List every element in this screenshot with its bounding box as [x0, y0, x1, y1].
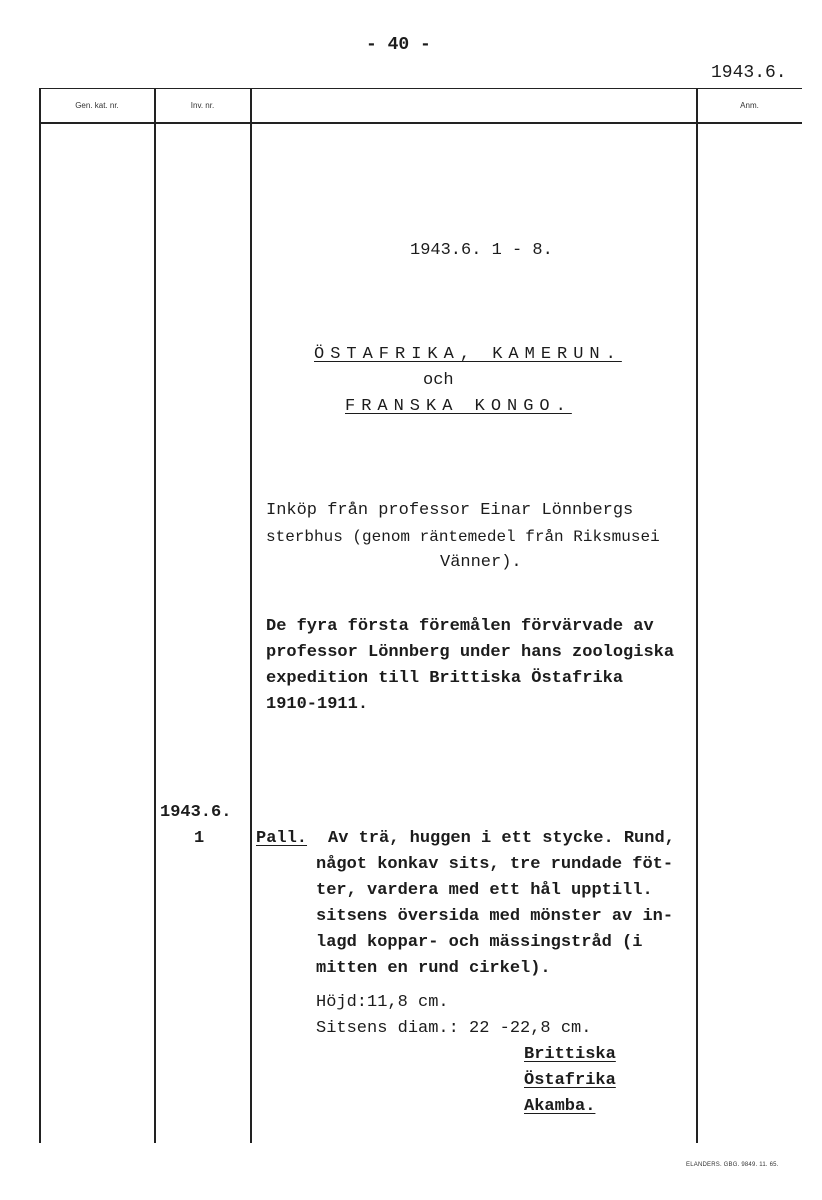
item-height: Höjd:11,8 cm.: [316, 993, 449, 1012]
header-anm: Anm.: [740, 101, 759, 110]
region-line-1: ÖSTAFRIKA, KAMERUN.: [314, 345, 622, 364]
region-conjunction: och: [423, 371, 454, 390]
column-rule-inv-main: [250, 88, 252, 1143]
corner-reference: 1943.6.: [711, 63, 787, 83]
item-name: Pall.: [256, 829, 308, 848]
item-description-line: något konkav sits, tre rundade föt-: [316, 855, 674, 874]
page-number: - 40 -: [366, 35, 431, 55]
item-inv-prefix: 1943.6.: [160, 803, 232, 822]
entry-number-range: 1943.6. 1 - 8.: [410, 241, 553, 260]
note-line: professor Lönnberg under hans zoologiska: [266, 643, 675, 662]
printer-mark: ELANDERS. GBG. 9849. 11. 65.: [686, 1162, 779, 1168]
item-description-line: ter, vardera med ett hål upptill.: [316, 881, 653, 900]
item-description-line: mitten en rund cirkel).: [316, 959, 551, 978]
item-description-line: Av trä, huggen i ett stycke. Rund,: [328, 829, 675, 848]
column-rule-gen-inv: [154, 88, 156, 1143]
item-description-line: sitsens översida med mönster av in-: [316, 907, 674, 926]
item-inv-number: 1: [194, 829, 205, 848]
region-line-2: FRANSKA KONGO.: [345, 397, 572, 416]
item-origin-line: Östafrika: [524, 1071, 616, 1090]
item-description-line: lagd koppar- och mässingstråd (i: [316, 933, 643, 952]
column-rule-main-anm: [696, 88, 698, 1143]
purchase-line: sterbhus (genom räntemedel från Riksmusei: [266, 528, 660, 546]
note-line: De fyra första föremålen förvärvade av: [266, 617, 654, 636]
item-diameter: Sitsens diam.: 22 -22,8 cm.: [316, 1019, 592, 1038]
note-line: expedition till Brittiska Östafrika: [266, 669, 624, 688]
header-gen-kat-nr: Gen. kat. nr.: [75, 101, 119, 110]
column-rule-left: [39, 88, 41, 1143]
note-line: 1910-1911.: [266, 695, 369, 714]
header-inv-nr: Inv. nr.: [190, 101, 215, 110]
purchase-line: Vänner).: [440, 553, 522, 572]
item-origin-line: Akamba.: [524, 1097, 596, 1116]
purchase-line: Inköp från professor Einar Lönnbergs: [266, 501, 634, 520]
item-origin-line: Brittiska: [524, 1045, 616, 1064]
